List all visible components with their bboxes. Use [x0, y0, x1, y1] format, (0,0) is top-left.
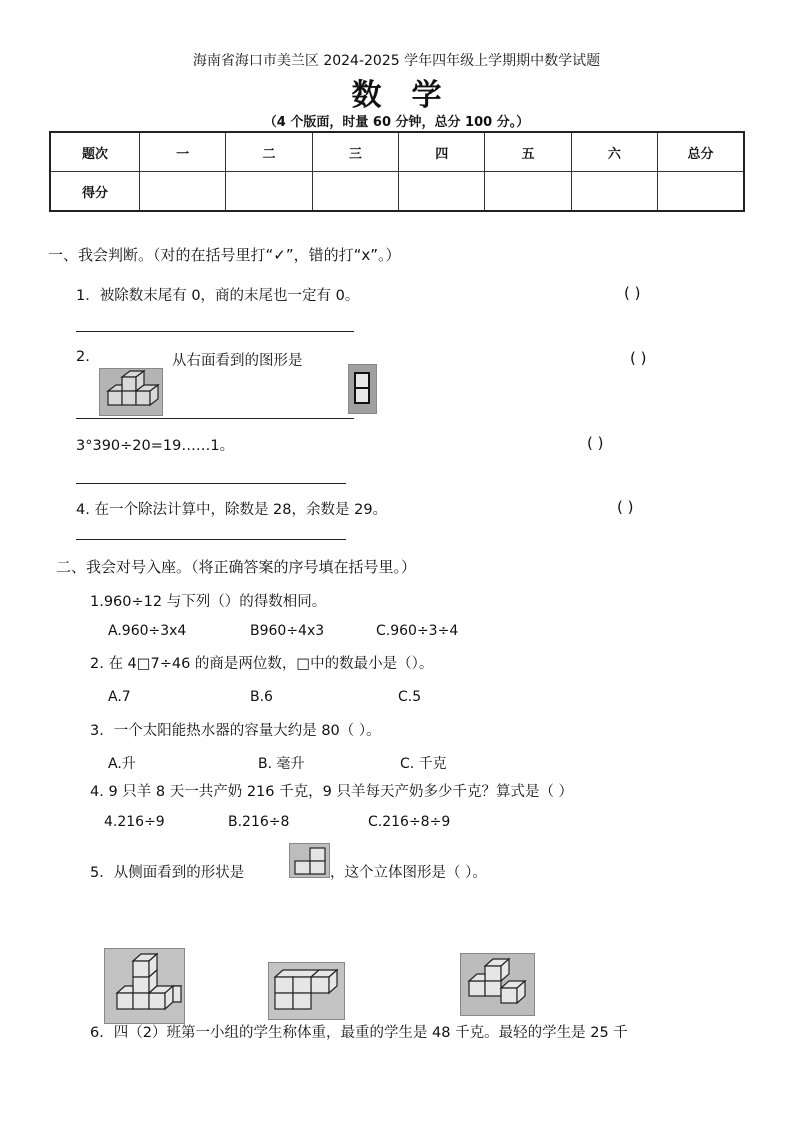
- s1-question-3: 3°390÷20=19……1。: [76, 438, 235, 454]
- s1-q2-answer-line: [76, 418, 354, 419]
- s1-question-4: 4. 在一个除法计算中，除数是 28，余数是 29。: [76, 502, 388, 518]
- solid-option-a-image[interactable]: [104, 948, 185, 1024]
- col-header: 五: [485, 132, 571, 172]
- col-header: 六: [571, 132, 657, 172]
- s2-q2-option-c[interactable]: C.5: [398, 689, 422, 705]
- score-cell[interactable]: [571, 172, 657, 212]
- s2-question-4: 4. 9 只羊 8 天一共产奶 216 千克，9 只羊每天产奶多少千克？算式是（ ）: [90, 784, 574, 800]
- s2-q3-option-c[interactable]: C. 千克: [400, 756, 447, 772]
- subject-title: 数学: [351, 78, 472, 113]
- solid-option-b-image[interactable]: [268, 962, 345, 1020]
- s1-q2-number: 2.: [76, 349, 90, 365]
- score-cell[interactable]: [226, 172, 312, 212]
- score-table-score-row: [50, 172, 744, 212]
- s2-q3-option-b[interactable]: B. 毫升: [258, 756, 305, 772]
- s2-q4-option-b[interactable]: B.216÷8: [228, 814, 290, 830]
- score-cell[interactable]: [312, 172, 398, 212]
- col-header: 四: [399, 132, 485, 172]
- right-view-image: [348, 364, 377, 414]
- s1-q1-answer-line: [76, 331, 354, 332]
- score-table-header-row: [50, 132, 744, 172]
- s2-q5-suffix: ，这个立体图形是（ ）。: [330, 865, 487, 881]
- s2-q4-option-a[interactable]: 4.216÷9: [104, 814, 165, 830]
- s2-q2-option-b[interactable]: B.6: [250, 689, 273, 705]
- section1-title: 一、我会判断。（对的在括号里打“✓”，错的打“x”。）: [48, 246, 401, 264]
- s2-question-6: 6．四（2）班第一小组的学生称体重，最重的学生是 48 千克。最轻的学生是 25 千: [90, 1025, 628, 1041]
- s1-q1-answer-paren[interactable]: ( ): [624, 284, 641, 302]
- s2-question-1: 1.960÷12 与下列（）的得数相同。: [90, 594, 327, 610]
- s2-q4-option-c[interactable]: C.216÷8÷9: [368, 814, 451, 830]
- col-header: 三: [312, 132, 398, 172]
- s1-q4-answer-paren[interactable]: ( ): [617, 498, 634, 516]
- s1-question-1: 1．被除数末尾有 0，商的末尾也一定有 0。: [76, 288, 360, 304]
- solid-option-c-image[interactable]: [460, 953, 535, 1016]
- score-cell[interactable]: [485, 172, 571, 212]
- cubes-front-view-image: [99, 368, 163, 416]
- exam-info: （4 个版面，时量 60 分钟，总分 100 分。）: [263, 115, 530, 130]
- col-header: 二: [226, 132, 312, 172]
- s2-q3-option-a[interactable]: A.升: [108, 756, 136, 772]
- s2-q1-option-b[interactable]: B960÷4x3: [250, 623, 325, 639]
- s1-q4-answer-line: [76, 539, 346, 540]
- row-header-score: 得分: [50, 172, 140, 212]
- s1-q3-answer-paren[interactable]: ( ): [587, 434, 604, 452]
- section2-title: 二、我会对号入座。（将正确答案的序号填在括号里。）: [56, 558, 417, 576]
- score-cell[interactable]: [399, 172, 485, 212]
- col-header: 一: [140, 132, 226, 172]
- s2-q1-option-a[interactable]: A.960÷3x4: [108, 623, 187, 639]
- s2-q1-option-c[interactable]: C.960÷3÷4: [376, 623, 459, 639]
- col-header-total: 总分: [658, 132, 744, 172]
- s2-q5-prefix: 5．从侧面看到的形状是: [90, 865, 245, 881]
- s2-q2-option-a[interactable]: A.7: [108, 689, 131, 705]
- score-cell[interactable]: [140, 172, 226, 212]
- score-table: [49, 131, 745, 212]
- s2-question-3: 3．一个太阳能热水器的容量大约是 80（ ）。: [90, 723, 381, 739]
- s2-question-2: 2. 在 4□7÷46 的商是两位数，□中的数最小是（）。: [90, 656, 434, 672]
- s1-q3-answer-line: [76, 483, 346, 484]
- score-cell-total[interactable]: [658, 172, 744, 212]
- side-view-image: [289, 843, 330, 878]
- s1-q2-answer-paren[interactable]: ( ): [630, 349, 647, 367]
- exam-title: 海南省海口市美兰区 2024-2025 学年四年级上学期期中数学试题: [192, 53, 601, 69]
- s1-q2-text: 从右面看到的图形是: [172, 353, 303, 369]
- row-header-question: 题次: [50, 132, 140, 172]
